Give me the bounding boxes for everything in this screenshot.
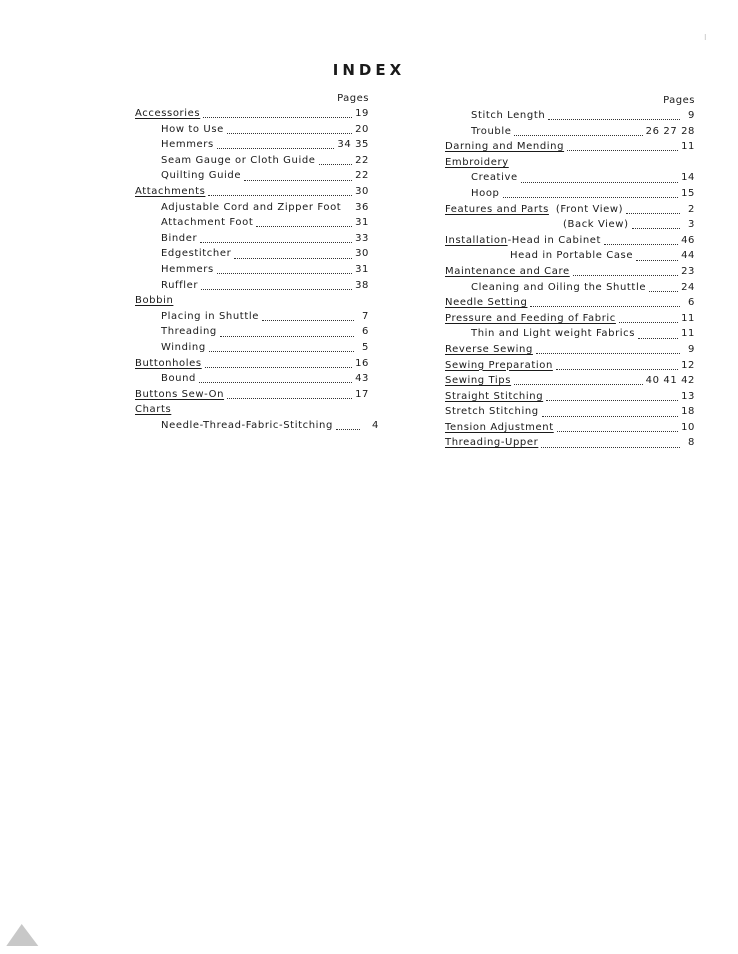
entry-label: (Back View) [563, 219, 629, 231]
entry-label: Needle-Thread-Fabric-Stitching [161, 419, 333, 431]
entry-label: Trouble [471, 125, 512, 137]
entry-pages: 46 [681, 234, 695, 246]
index-entry [445, 202, 695, 218]
entry-pages: 14 [681, 172, 695, 184]
index-entry [135, 293, 369, 309]
entry-pages: 20 [355, 123, 369, 135]
entry-pages: 11 [681, 328, 695, 340]
index-column-right [445, 94, 695, 451]
entry-pages: 4 [371, 419, 379, 431]
index-entry [135, 106, 369, 122]
entry-label: Hoop [471, 187, 500, 199]
entry-pages: 8 [688, 437, 695, 449]
index-entry [445, 435, 695, 451]
leader-dots [604, 236, 678, 245]
index-entry [445, 311, 695, 327]
leader-dots [521, 174, 678, 183]
leader-dots [619, 314, 678, 323]
index-entry [135, 246, 369, 262]
index-entry [445, 342, 695, 358]
index-entry [445, 108, 695, 124]
index-entry [135, 184, 369, 200]
entry-pages: 36 [355, 201, 369, 213]
leader-dots [530, 298, 680, 307]
entry-pages: 40 41 42 [645, 375, 695, 387]
entry-pages: 12 [681, 359, 695, 371]
index-entry [135, 309, 369, 325]
entry-pages: 3 [688, 219, 695, 231]
index-entry [445, 186, 695, 202]
index-entry [445, 155, 695, 171]
leader-dots [244, 172, 352, 181]
index-entry [135, 168, 369, 184]
entry-pages: 15 [681, 187, 695, 199]
index-entry [445, 373, 695, 389]
index-entry [445, 420, 695, 436]
leader-dots [217, 140, 335, 149]
entry-label: Stitch Length [471, 110, 546, 121]
leader-dots [632, 220, 680, 229]
index-entry [445, 170, 695, 186]
entry-label: Quilting Guide [161, 170, 242, 182]
index-entry [445, 248, 695, 264]
entry-label: Head in Portable Case [510, 250, 634, 262]
leader-dots [256, 218, 352, 227]
entry-pages: 33 [355, 232, 369, 244]
entry-pages: 18 [681, 406, 695, 418]
entry-pages: 31 [355, 263, 369, 275]
leader-dots [319, 156, 353, 165]
entry-pages: 5 [362, 341, 369, 353]
entry-pages: 38 [355, 279, 369, 291]
index-entry [445, 280, 695, 296]
entry-pages: 24 [681, 281, 695, 293]
index-entry [445, 358, 695, 374]
entry-label: Charts [135, 404, 172, 416]
entry-pages: 43 [355, 373, 369, 385]
entry-label: Seam Gauge or Cloth Guide [161, 154, 316, 166]
leader-dots [557, 423, 678, 432]
entry-label: Creative [471, 172, 518, 184]
index-entry [135, 262, 369, 278]
leader-dots [208, 187, 352, 196]
entry-label: Pressure and Feeding of Fabric [445, 312, 616, 324]
pages-header-left: Pages [337, 93, 369, 104]
leader-dots [573, 267, 678, 276]
entry-label: Hemmers [161, 263, 214, 275]
leader-dots [262, 312, 354, 321]
leader-dots [336, 421, 360, 430]
entry-label: Stretch Stitching [445, 406, 539, 418]
pages-header-right: Pages [663, 95, 695, 106]
margin-mark: ⁝ [704, 33, 707, 42]
entry-label: Thin and Light weight Fabrics [471, 328, 636, 340]
entry-label-suffix: -Head in Cabinet [507, 234, 602, 246]
entry-label: Bound [161, 373, 197, 385]
entry-label: Darning and Mending [445, 141, 565, 153]
page-corner-shadow [6, 924, 53, 946]
entry-label: Hemmers [161, 139, 214, 151]
index-entry [445, 264, 695, 280]
leader-dots [548, 111, 680, 120]
entry-label: Sewing Preparation [445, 359, 553, 371]
index-entry [445, 295, 695, 311]
index-entry [135, 418, 379, 434]
leader-dots [638, 330, 678, 339]
entry-pages: 9 [688, 343, 695, 355]
entry-pages: 19 [355, 108, 369, 119]
leader-dots [217, 265, 352, 274]
entry-pages: 13 [681, 390, 695, 402]
page-title: INDEX [332, 61, 406, 79]
leader-dots [234, 250, 352, 259]
entry-label: Placing in Shuttle [161, 310, 259, 322]
entry-pages: 9 [688, 110, 695, 121]
leader-dots [205, 359, 352, 368]
entry-label: Threading-Upper [445, 437, 539, 449]
index-entry [135, 215, 369, 231]
entry-pages: 31 [355, 217, 369, 229]
index-entry [135, 387, 369, 403]
entry-pages: 34 35 [337, 139, 369, 151]
leader-dots [556, 361, 678, 370]
entry-label-suffix: (Front View) [555, 203, 624, 215]
index-list-right [445, 108, 695, 451]
leader-dots [203, 109, 352, 118]
index-list-left [135, 106, 379, 433]
index-column-left [135, 92, 379, 433]
leader-dots [541, 439, 680, 448]
leader-dots [220, 328, 354, 337]
index-entry [135, 153, 369, 169]
index-entry [445, 139, 695, 155]
entry-label: Attachments [135, 185, 206, 197]
index-entry [445, 217, 695, 233]
entry-label: Threading [161, 326, 217, 338]
leader-dots [209, 343, 354, 352]
index-entry [135, 200, 369, 216]
index-entry [135, 340, 369, 356]
entry-pages: 10 [681, 421, 695, 433]
leader-dots [514, 127, 642, 136]
entry-pages: 11 [681, 312, 695, 324]
leader-dots [199, 374, 352, 383]
entry-label: Installation [445, 234, 508, 246]
index-entry [135, 324, 369, 340]
index-entry [135, 371, 369, 387]
leader-dots [201, 281, 352, 290]
index-entry [135, 137, 369, 153]
index-entry [135, 122, 369, 138]
entry-label: Ruffler [161, 279, 199, 291]
entry-pages: 30 [355, 248, 369, 260]
leader-dots [636, 252, 678, 261]
index-entry [445, 404, 695, 420]
entry-label: Maintenance and Care [445, 265, 570, 277]
entry-pages: 30 [355, 185, 369, 197]
entry-label: Attachment Foot [161, 217, 254, 229]
entry-pages: 7 [362, 310, 369, 322]
entry-label: Binder [161, 232, 198, 244]
entry-pages: 2 [688, 203, 695, 215]
entry-label: Embroidery [445, 156, 509, 168]
leader-dots [227, 390, 352, 399]
entry-pages: 22 [355, 170, 369, 182]
entry-pages: 16 [355, 357, 369, 369]
leader-dots [567, 142, 678, 151]
leader-dots [514, 376, 643, 385]
entry-pages: 11 [681, 141, 695, 153]
entry-label: Buttons Sew-On [135, 388, 225, 400]
entry-label: How to Use [161, 123, 224, 135]
index-entry [445, 326, 695, 342]
entry-label: Features and Parts [445, 203, 549, 215]
entry-label: Needle Setting [445, 297, 528, 309]
leader-dots [626, 205, 680, 214]
entry-label: Cleaning and Oiling the Shuttle [471, 281, 647, 293]
entry-pages: 26 27 28 [645, 125, 695, 137]
entry-label: Winding [161, 341, 206, 353]
leader-dots [542, 408, 678, 417]
index-entry [135, 402, 369, 418]
index-entry [445, 389, 695, 405]
entry-pages: 44 [681, 250, 695, 262]
entry-label: Buttonholes [135, 357, 202, 369]
index-entry [135, 231, 369, 247]
entry-pages: 6 [362, 326, 369, 338]
entry-pages: 22 [355, 154, 369, 166]
entry-pages: 17 [355, 388, 369, 400]
index-entry [445, 233, 695, 249]
entry-label: Edgestitcher [161, 248, 232, 260]
entry-label: Adjustable Cord and Zipper Foot [161, 201, 342, 213]
leader-dots [536, 345, 680, 354]
leader-dots [503, 189, 679, 198]
index-entry [135, 278, 369, 294]
leader-dots [200, 234, 352, 243]
entry-pages: 23 [681, 265, 695, 277]
entry-label: Reverse Sewing [445, 343, 533, 355]
leader-dots [649, 283, 678, 292]
index-entry [135, 356, 369, 372]
entry-label: Sewing Tips [445, 375, 512, 387]
leader-dots [227, 125, 352, 134]
index-entry [445, 124, 695, 140]
entry-label: Bobbin [135, 295, 174, 307]
entry-label: Accessories [135, 108, 201, 119]
entry-pages: 6 [688, 297, 695, 309]
entry-label: Straight Stitching [445, 390, 544, 402]
entry-label: Tension Adjustment [445, 421, 554, 433]
leader-dots [546, 392, 678, 401]
